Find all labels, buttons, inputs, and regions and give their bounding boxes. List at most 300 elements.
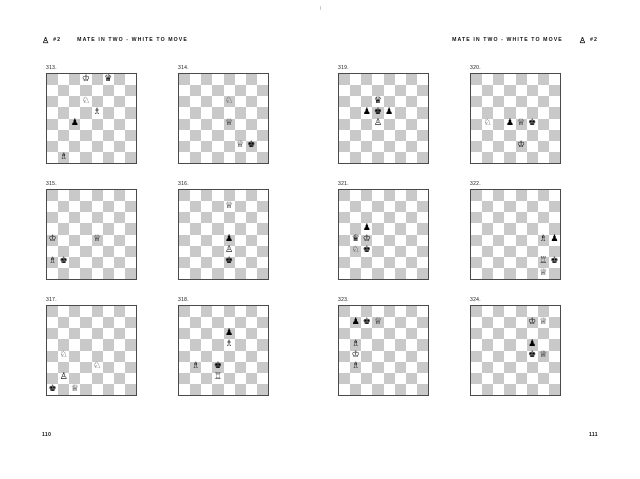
board-square-d7	[372, 85, 383, 96]
board-square-g1	[246, 268, 257, 279]
board-square-f8	[527, 190, 538, 201]
board-square-a5	[471, 107, 482, 118]
board-square-a6	[339, 212, 350, 223]
board-square-c7	[493, 85, 504, 96]
board-square-h8	[257, 190, 268, 201]
board-square-f1	[395, 268, 406, 279]
board-square-h6	[417, 328, 428, 339]
board-square-c4	[361, 119, 372, 130]
board-square-h6	[549, 328, 560, 339]
board-square-g6	[538, 96, 549, 107]
board-square-f4	[395, 351, 406, 362]
board-square-b3	[350, 246, 361, 257]
board-square-d2	[372, 373, 383, 384]
board-square-b7	[482, 85, 493, 96]
board-square-b6	[350, 328, 361, 339]
board-square-a6	[47, 328, 58, 339]
board-square-e1	[384, 152, 395, 163]
board-square-f6	[395, 212, 406, 223]
board-square-e5	[384, 107, 395, 118]
board-square-e3	[224, 362, 235, 373]
board-square-a6	[471, 212, 482, 223]
board-square-h4	[125, 351, 136, 362]
board-square-g1	[406, 384, 417, 395]
board-square-c1	[69, 384, 80, 395]
board-square-e4	[224, 235, 235, 246]
board-square-c2	[493, 373, 504, 384]
black-pawn-icon: ♟	[505, 118, 514, 129]
board-square-h3	[257, 130, 268, 141]
board-square-e1	[92, 152, 103, 163]
board-square-a8	[339, 74, 350, 85]
board-square-g4	[538, 235, 549, 246]
board-square-h8	[125, 306, 136, 317]
board-square-c6	[69, 212, 80, 223]
board-square-h3	[125, 246, 136, 257]
puzzle-diagram	[174, 181, 306, 297]
board-square-d2	[80, 257, 91, 268]
board-square-a6	[179, 212, 190, 223]
board-square-c1	[361, 152, 372, 163]
board-square-d2	[212, 257, 223, 268]
board-square-f7	[103, 201, 114, 212]
board-square-d5	[504, 339, 515, 350]
board-square-b1	[350, 268, 361, 279]
board-square-f3	[235, 246, 246, 257]
black-king-icon: ♚	[213, 361, 222, 372]
black-pawn-icon: ♟	[225, 234, 234, 245]
board-square-e7	[224, 85, 235, 96]
board-square-g3	[406, 362, 417, 373]
board-square-e8	[384, 74, 395, 85]
board-square-g2	[246, 141, 257, 152]
puzzle-number: 318.	[178, 297, 189, 303]
board-square-a3	[471, 130, 482, 141]
board-square-d7	[504, 85, 515, 96]
board-square-b6	[58, 96, 69, 107]
board-square-d8	[212, 190, 223, 201]
board-square-c7	[493, 317, 504, 328]
book-spread	[28, 20, 612, 450]
board-square-d6	[504, 212, 515, 223]
board-square-g6	[246, 328, 257, 339]
board-square-h1	[549, 152, 560, 163]
board-square-g6	[114, 96, 125, 107]
board-square-h4	[417, 235, 428, 246]
board-square-e7	[224, 317, 235, 328]
board-square-c7	[69, 85, 80, 96]
board-square-b6	[190, 212, 201, 223]
board-square-g5	[246, 107, 257, 118]
board-square-b6	[190, 96, 201, 107]
board-square-g1	[406, 152, 417, 163]
board-square-h4	[257, 351, 268, 362]
board-square-h7	[125, 85, 136, 96]
board-square-a3	[339, 246, 350, 257]
board-square-f3	[527, 246, 538, 257]
board-square-d4	[372, 119, 383, 130]
board-square-h1	[257, 152, 268, 163]
board-square-e4	[224, 119, 235, 130]
board-square-h2	[417, 257, 428, 268]
board-square-b6	[482, 212, 493, 223]
board-square-f6	[395, 328, 406, 339]
board-square-h2	[257, 257, 268, 268]
board-square-d7	[80, 85, 91, 96]
board-square-g7	[246, 201, 257, 212]
board-square-h5	[417, 223, 428, 234]
white-king-icon: ♔	[351, 350, 360, 361]
board-square-d5	[80, 223, 91, 234]
board-square-d1	[80, 152, 91, 163]
board-square-e5	[384, 223, 395, 234]
board-square-g2	[406, 373, 417, 384]
board-square-g5	[114, 107, 125, 118]
board-square-b6	[350, 212, 361, 223]
board-square-a3	[471, 362, 482, 373]
board-square-h1	[549, 384, 560, 395]
board-square-h5	[549, 339, 560, 350]
board-square-f7	[235, 201, 246, 212]
board-square-c3	[69, 130, 80, 141]
board-square-c3	[493, 246, 504, 257]
board-square-d4	[372, 351, 383, 362]
board-square-d3	[504, 362, 515, 373]
board-square-a8	[179, 190, 190, 201]
board-square-g7	[114, 201, 125, 212]
board-square-a2	[339, 141, 350, 152]
board-square-g2	[246, 257, 257, 268]
board-square-a1	[471, 152, 482, 163]
board-square-d3	[372, 246, 383, 257]
board-square-d1	[212, 268, 223, 279]
puzzle-diagram	[466, 65, 598, 181]
board-square-f5	[527, 107, 538, 118]
board-square-d3	[504, 246, 515, 257]
board-square-b6	[58, 328, 69, 339]
board-square-e3	[224, 246, 235, 257]
board-square-h1	[417, 152, 428, 163]
white-queen-icon: ♕	[373, 316, 382, 327]
board-square-e8	[516, 306, 527, 317]
board-square-g8	[538, 190, 549, 201]
board-square-b1	[482, 384, 493, 395]
white-bishop-icon: ♗	[48, 256, 57, 267]
board-square-b5	[190, 339, 201, 350]
white-knight-icon: ♘	[225, 95, 234, 106]
board-square-e2	[224, 373, 235, 384]
black-king-icon: ♚	[59, 256, 68, 267]
board-square-f1	[103, 268, 114, 279]
white-king-icon: ♔	[362, 234, 371, 245]
board-square-g8	[246, 74, 257, 85]
board-square-c7	[201, 201, 212, 212]
board-square-h8	[417, 74, 428, 85]
board-square-e5	[516, 107, 527, 118]
board-square-b8	[190, 306, 201, 317]
board-square-d8	[504, 306, 515, 317]
board-square-b3	[482, 246, 493, 257]
board-square-g4	[406, 119, 417, 130]
folio-left: 110	[42, 432, 52, 438]
board-square-c7	[361, 201, 372, 212]
board-square-c4	[361, 235, 372, 246]
board-square-f3	[235, 362, 246, 373]
white-queen-icon: ♕	[539, 350, 548, 361]
chess-board	[46, 305, 137, 396]
board-square-a1	[339, 152, 350, 163]
board-square-f1	[395, 384, 406, 395]
board-square-d2	[212, 373, 223, 384]
board-square-b8	[350, 190, 361, 201]
board-square-g4	[246, 351, 257, 362]
board-square-e7	[384, 317, 395, 328]
board-square-d8	[212, 306, 223, 317]
board-square-d6	[80, 212, 91, 223]
board-square-a4	[471, 235, 482, 246]
board-square-f5	[527, 223, 538, 234]
board-square-a2	[471, 373, 482, 384]
board-square-f3	[395, 130, 406, 141]
board-square-f2	[103, 141, 114, 152]
running-head-tag: #2	[590, 37, 598, 43]
board-square-h7	[125, 201, 136, 212]
board-square-f7	[103, 317, 114, 328]
board-square-h6	[125, 328, 136, 339]
board-square-c1	[493, 384, 504, 395]
board-square-e4	[92, 119, 103, 130]
board-square-c8	[361, 190, 372, 201]
board-square-f8	[103, 190, 114, 201]
board-square-d7	[372, 201, 383, 212]
board-square-h8	[257, 306, 268, 317]
board-square-f3	[527, 362, 538, 373]
board-square-f5	[235, 223, 246, 234]
board-square-a8	[471, 306, 482, 317]
board-square-e8	[92, 74, 103, 85]
puzzle-number: 313.	[46, 65, 57, 71]
board-square-f7	[235, 85, 246, 96]
board-square-c4	[69, 119, 80, 130]
board-square-e4	[384, 119, 395, 130]
white-bishop-icon: ♗	[93, 107, 102, 118]
board-square-d8	[372, 74, 383, 85]
board-square-g8	[246, 306, 257, 317]
board-square-d5	[372, 339, 383, 350]
board-square-a4	[339, 235, 350, 246]
board-square-d3	[212, 246, 223, 257]
board-square-g3	[538, 130, 549, 141]
board-square-b7	[350, 85, 361, 96]
board-square-h2	[549, 373, 560, 384]
board-square-e8	[92, 190, 103, 201]
board-square-c7	[361, 85, 372, 96]
board-square-e1	[516, 268, 527, 279]
board-square-b3	[350, 362, 361, 373]
board-square-a5	[179, 223, 190, 234]
board-square-d4	[372, 235, 383, 246]
board-square-h6	[257, 96, 268, 107]
board-square-e8	[516, 190, 527, 201]
board-square-a5	[339, 223, 350, 234]
board-square-e2	[516, 257, 527, 268]
puzzle-diagram	[466, 297, 598, 413]
board-square-c8	[361, 74, 372, 85]
chess-board	[46, 73, 137, 164]
board-square-d3	[80, 130, 91, 141]
board-square-g2	[538, 141, 549, 152]
board-square-g8	[114, 306, 125, 317]
board-square-d6	[504, 96, 515, 107]
board-square-c5	[201, 339, 212, 350]
board-square-h6	[417, 212, 428, 223]
board-square-b4	[58, 235, 69, 246]
board-square-g5	[114, 339, 125, 350]
board-square-e1	[224, 268, 235, 279]
board-square-c1	[361, 384, 372, 395]
board-square-b8	[190, 190, 201, 201]
board-square-b2	[482, 257, 493, 268]
board-square-h8	[549, 74, 560, 85]
board-square-h2	[417, 141, 428, 152]
board-square-h4	[125, 235, 136, 246]
board-square-b8	[482, 306, 493, 317]
board-square-h4	[257, 235, 268, 246]
board-square-h4	[125, 119, 136, 130]
board-square-b8	[482, 74, 493, 85]
board-square-e2	[516, 141, 527, 152]
board-square-d2	[504, 373, 515, 384]
board-square-c3	[69, 246, 80, 257]
board-square-g8	[114, 190, 125, 201]
board-square-g4	[246, 119, 257, 130]
board-square-f4	[103, 235, 114, 246]
board-square-b4	[350, 119, 361, 130]
board-square-g5	[406, 223, 417, 234]
board-square-h7	[257, 201, 268, 212]
board-square-g1	[114, 152, 125, 163]
board-square-e2	[384, 141, 395, 152]
board-square-e2	[224, 257, 235, 268]
board-square-g3	[246, 362, 257, 373]
board-square-b7	[350, 317, 361, 328]
board-square-c6	[361, 212, 372, 223]
board-square-e6	[384, 328, 395, 339]
board-square-a7	[47, 201, 58, 212]
board-square-a8	[179, 306, 190, 317]
puzzle-number: 320.	[470, 65, 481, 71]
board-square-f6	[103, 212, 114, 223]
board-square-c3	[201, 246, 212, 257]
board-square-b3	[58, 362, 69, 373]
board-square-f5	[395, 339, 406, 350]
board-square-a7	[471, 85, 482, 96]
board-square-f2	[395, 373, 406, 384]
board-square-f7	[395, 85, 406, 96]
board-square-h8	[549, 306, 560, 317]
board-square-d6	[212, 328, 223, 339]
white-queen-icon: ♕	[225, 200, 234, 211]
board-square-a6	[179, 96, 190, 107]
board-square-e8	[92, 306, 103, 317]
black-pawn-icon: ♟	[362, 223, 371, 234]
chess-board	[46, 189, 137, 280]
board-square-b6	[190, 328, 201, 339]
board-square-g5	[406, 339, 417, 350]
board-square-h7	[417, 85, 428, 96]
puzzle-diagram	[466, 181, 598, 297]
board-square-b6	[58, 212, 69, 223]
board-square-f1	[235, 268, 246, 279]
board-square-g8	[114, 74, 125, 85]
board-square-h5	[257, 107, 268, 118]
board-square-a7	[179, 201, 190, 212]
board-square-h8	[257, 74, 268, 85]
board-square-d7	[80, 201, 91, 212]
white-queen-icon: ♕	[225, 118, 234, 129]
running-head-title: MATE IN TWO - WHITE TO MOVE	[452, 37, 563, 43]
board-square-d1	[372, 268, 383, 279]
board-square-d7	[212, 317, 223, 328]
board-square-a1	[47, 384, 58, 395]
puzzle-diagram	[334, 181, 466, 297]
board-square-f6	[235, 328, 246, 339]
board-square-c3	[493, 130, 504, 141]
board-square-f6	[395, 96, 406, 107]
board-square-b7	[350, 201, 361, 212]
board-square-f7	[395, 317, 406, 328]
board-square-e8	[384, 306, 395, 317]
board-square-h4	[549, 351, 560, 362]
board-square-g6	[114, 212, 125, 223]
black-king-icon: ♚	[48, 383, 57, 394]
board-square-c5	[493, 107, 504, 118]
board-square-f4	[395, 235, 406, 246]
board-square-g8	[406, 190, 417, 201]
board-square-h5	[549, 107, 560, 118]
board-square-d7	[80, 317, 91, 328]
board-square-c1	[493, 152, 504, 163]
board-square-f2	[527, 373, 538, 384]
board-square-h6	[417, 96, 428, 107]
board-square-a2	[179, 373, 190, 384]
board-square-h7	[257, 317, 268, 328]
board-square-e6	[516, 328, 527, 339]
board-square-c5	[493, 339, 504, 350]
board-square-c4	[201, 235, 212, 246]
board-square-d1	[212, 152, 223, 163]
board-square-d4	[504, 119, 515, 130]
board-square-c7	[493, 201, 504, 212]
board-square-b1	[350, 384, 361, 395]
board-square-c4	[201, 119, 212, 130]
board-square-g5	[246, 339, 257, 350]
board-square-c8	[201, 306, 212, 317]
board-square-b7	[190, 85, 201, 96]
black-pawn-icon: ♟	[550, 234, 559, 245]
board-square-e1	[92, 268, 103, 279]
board-square-e3	[92, 130, 103, 141]
board-square-a1	[339, 268, 350, 279]
board-square-b3	[482, 130, 493, 141]
black-pawn-icon: ♟	[362, 107, 371, 118]
board-square-e1	[516, 384, 527, 395]
board-square-e7	[384, 201, 395, 212]
board-square-h7	[549, 201, 560, 212]
board-square-c1	[201, 268, 212, 279]
board-square-b3	[190, 246, 201, 257]
board-square-a5	[47, 107, 58, 118]
